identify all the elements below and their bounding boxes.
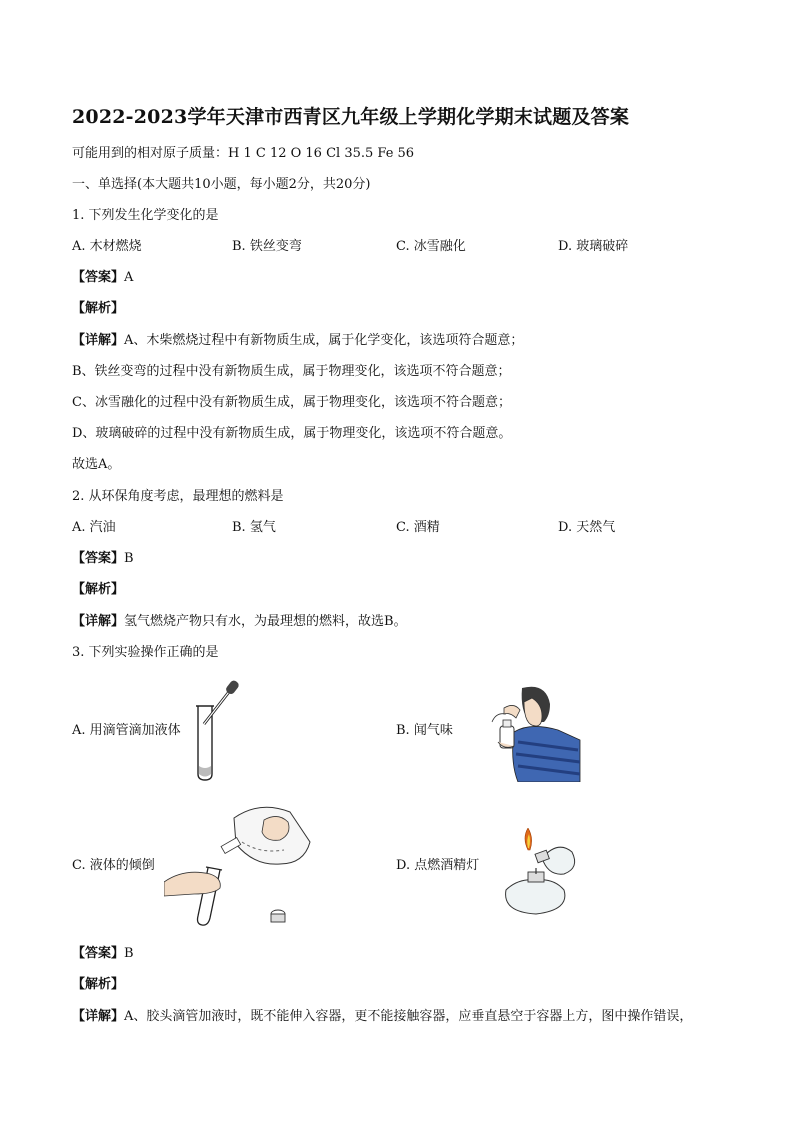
detail-text: A、木柴燃烧过程中有新物质生成，属于化学变化，该选项符合题意； — [124, 333, 524, 348]
document-title: 2022-2023学年天津市西青区九年级上学期化学期末试题及答案 — [72, 106, 630, 128]
alcohol-lamp-illustration — [498, 828, 582, 920]
answer-value: A — [124, 270, 134, 285]
question-1-detail-line-3: C、冰雪融化的过程中没有新物质生成，属于物理变化，该选项不符合题意； — [72, 395, 511, 410]
question-1-stem: 1. 下列发生化学变化的是 — [72, 208, 219, 223]
question-2-option-b: B. 氢气 — [232, 520, 276, 535]
question-2-stem: 2. 从环保角度考虑，最理想的燃料是 — [72, 489, 284, 504]
detail-text: 氢气燃烧产物只有水，为最理想的燃料，故选B。 — [124, 614, 407, 629]
pouring-liquid-illustration — [164, 798, 314, 928]
question-3-option-b: B. 闻气味 — [396, 723, 453, 738]
question-1-option-d: D. 玻璃破碎 — [558, 239, 629, 254]
question-3-option-c: C. 液体的倾倒 — [72, 858, 155, 873]
atomic-masses-line: 可能用到的相对原子质量：H 1 C 12 O 16 Cl 35.5 Fe 56 — [72, 146, 415, 161]
dropper-test-tube-illustration — [192, 678, 248, 782]
question-1-answer — [72, 269, 133, 287]
question-1-option-a: A. 木材燃烧 — [72, 239, 142, 254]
detail-tag: 【详解】 — [72, 333, 125, 348]
question-1-option-c: C. 冰雪融化 — [396, 239, 466, 254]
question-2-option-d: D. 天然气 — [558, 520, 616, 535]
question-2-analysis-tag: 【解析】 — [72, 582, 125, 597]
question-1-conclusion: 故选A。 — [72, 457, 121, 472]
question-1-detail-line-2: B、铁丝变弯的过程中没有新物质生成，属于物理变化，该选项不符合题意； — [72, 364, 511, 379]
question-3-analysis-tag: 【解析】 — [72, 977, 125, 992]
question-2-detail — [72, 613, 407, 631]
question-3-answer — [72, 945, 134, 963]
answer-tag: 【答案】 — [72, 946, 125, 961]
answer-value: B — [124, 946, 134, 961]
question-3-option-a: A. 用滴管滴加液体 — [72, 723, 181, 738]
answer-tag: 【答案】 — [72, 551, 125, 566]
question-1-analysis-tag: 【解析】 — [72, 301, 125, 316]
smelling-odor-illustration — [470, 682, 582, 782]
detail-tag: 【详解】 — [72, 614, 125, 629]
question-3-option-d: D. 点燃酒精灯 — [396, 858, 480, 873]
detail-text: A、胶头滴管加液时，既不能伸入容器，更不能接触容器，应垂直悬空于容器上方，图中操作错误， — [124, 1009, 693, 1024]
section-heading: 一、单选择(本大题共10小题，每小题2分，共20分) — [72, 177, 371, 192]
question-2-option-c: C. 酒精 — [396, 520, 440, 535]
question-2-option-a: A. 汽油 — [72, 520, 116, 535]
question-2-answer — [72, 550, 134, 568]
question-1-option-b: B. 铁丝变弯 — [232, 239, 302, 254]
answer-value: B — [124, 551, 134, 566]
question-1-detail-line-4: D、玻璃破碎的过程中没有新物质生成，属于物理变化，该选项不符合题意。 — [72, 426, 512, 441]
question-3-stem: 3. 下列实验操作正确的是 — [72, 645, 219, 660]
question-1-detail-line-1 — [72, 332, 523, 350]
question-3-detail — [72, 1008, 692, 1026]
detail-tag: 【详解】 — [72, 1009, 125, 1024]
answer-tag: 【答案】 — [72, 270, 125, 285]
